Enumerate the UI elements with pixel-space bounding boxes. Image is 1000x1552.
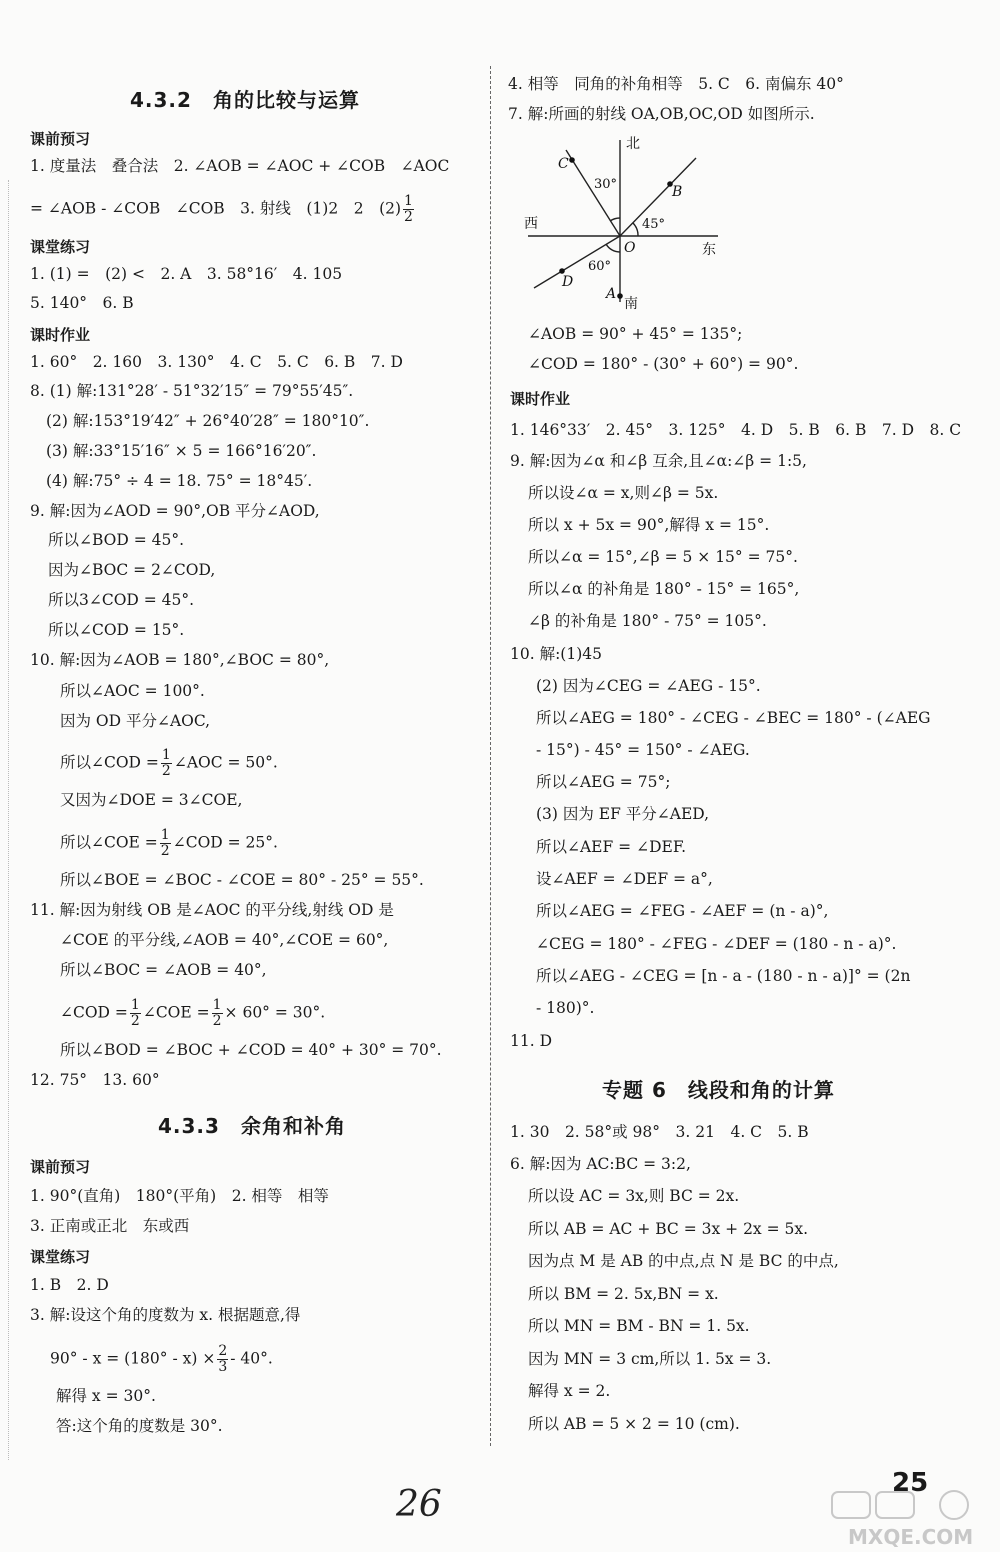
label-o: O: [624, 240, 636, 256]
label-south: 南: [624, 296, 638, 312]
direction-diagram: [520, 130, 740, 320]
equation-part-a: 90° - x = (180° - x) ×: [50, 1349, 216, 1368]
q10-line-6-b: ∠COD = 25°.: [172, 833, 278, 852]
homework-label-right: 课时作业: [510, 390, 571, 408]
fraction-one-half: [403, 194, 414, 225]
q11-line-4-a: ∠COD =: [60, 1003, 128, 1022]
arc-45: [633, 223, 638, 236]
r-hw-line: 所以∠AEG = 75°;: [536, 773, 671, 791]
class-practice-2-line-3: [50, 1344, 273, 1375]
watermark-logo: [828, 1490, 996, 1550]
fraction-denominator: 2: [130, 1013, 140, 1029]
r-hw-line: 所以设∠α = x,则∠β = 5x.: [528, 484, 719, 502]
fraction-one-half: [212, 998, 223, 1029]
r-hw-line: 所以∠AEF = ∠DEF.: [536, 838, 687, 856]
ray-oc: [566, 150, 620, 236]
sp-line: 所以 AB = AC + BC = 3x + 2x = 5x.: [528, 1220, 809, 1238]
r-hw-line: 所以∠AEG = 180° - ∠CEG - ∠BEC = 180° - (∠AEG: [536, 709, 931, 727]
q10-line-7: 所以∠BOE = ∠BOC - ∠COE = 80° - 25° = 55°.: [60, 871, 424, 889]
homework-label: 课时作业: [30, 326, 91, 344]
column-divider: [490, 66, 491, 1446]
sp-line: 所以 BM = 2. 5x,BN = x.: [528, 1285, 719, 1303]
equation-part-b: - 40°.: [230, 1349, 273, 1368]
hw-line: 9. 解:因为∠AOD = 90°,OB 平分∠AOD,: [30, 502, 320, 520]
hw-line: (3) 解:33°15′16″ × 5 = 166°16′20″.: [46, 442, 317, 460]
r-line-1: 4. 相等 同角的补角相等 5. C 6. 南偏东 40°: [508, 75, 844, 93]
pre-study-label: 课前预习: [30, 130, 91, 148]
handwritten-page-number: [392, 1478, 452, 1528]
watermark-text: MXQE.COM: [848, 1525, 974, 1549]
r-line-2: 7. 解:所画的射线 OA,OB,OC,OD 如图所示.: [508, 105, 815, 123]
fraction-denominator: 3: [218, 1359, 228, 1375]
pre-study-line-2: [30, 194, 416, 225]
sp-line: 所以设 AC = 3x,则 BC = 2x.: [528, 1187, 740, 1205]
hw-line: 所以3∠COD = 45°.: [48, 591, 195, 609]
pre-study-label-2: 课前预习: [30, 1158, 91, 1176]
hw-line: 所以∠COD = 15°.: [48, 621, 185, 639]
label-b: B: [672, 184, 683, 200]
page-number: 25: [892, 1468, 929, 1498]
q11-line-4-b: ∠COE =: [142, 1003, 210, 1022]
class-practice-label-2: 课堂练习: [30, 1248, 91, 1266]
q10-line-6-a: 所以∠COE =: [60, 833, 158, 852]
q11-line-3: 所以∠BOC = ∠AOB = 40°,: [60, 961, 267, 979]
handwritten-text: 26: [396, 1484, 442, 1525]
arc-60: [606, 244, 620, 252]
fraction-one-half: [161, 748, 172, 779]
r-line-3: ∠AOB = 90° + 45° = 135°;: [528, 325, 743, 343]
section-title-4-3-3: 4.3.3 余角和补角: [158, 1114, 346, 1138]
r-hw-line: (3) 因为 EF 平分∠AED,: [536, 805, 710, 823]
fraction-denominator: 2: [160, 843, 170, 859]
class-practice-2-line-4: 解得 x = 30°.: [56, 1387, 156, 1405]
sp-line: 所以 AB = 5 × 2 = 10 (cm).: [528, 1415, 740, 1433]
q11-line-4-c: × 60° = 30°.: [224, 1003, 326, 1022]
pre-study-2-line-2: 3. 正南或正北 东或西: [30, 1217, 190, 1235]
sp-line: 因为点 M 是 AB 的中点,点 N 是 BC 的中点,: [528, 1252, 839, 1270]
label-angle-45: 45°: [642, 217, 666, 232]
sp-line: 6. 解:因为 AC:BC = 3:2,: [510, 1155, 691, 1173]
r-hw-line: 所以∠α 的补角是 180° - 15° = 165°,: [528, 580, 800, 598]
label-east: 东: [702, 242, 716, 258]
arc-30: [610, 218, 620, 221]
q10-line-4-b: ∠AOC = 50°.: [173, 753, 278, 772]
point-c: [569, 157, 575, 163]
q10-line-4: [60, 748, 278, 779]
label-angle-30: 30°: [594, 177, 618, 192]
label-north: 北: [626, 136, 640, 152]
fraction-numerator: 2: [218, 1343, 228, 1359]
point-a: [617, 293, 623, 299]
r-hw-line: ∠β 的补角是 180° - 75° = 105°.: [528, 612, 767, 630]
q11-line-2: ∠COE 的平分线,∠AOB = 40°,∠COE = 60°,: [60, 931, 389, 949]
sp-line: 因为 MN = 3 cm,所以 1. 5x = 3.: [528, 1350, 772, 1368]
fraction-one-half: [160, 828, 171, 859]
class-practice-label: 课堂练习: [30, 238, 91, 256]
label-west: 西: [524, 216, 538, 232]
q10-line-5: 又因为∠DOE = 3∠COE,: [60, 791, 243, 809]
r-hw-line: (2) 因为∠CEG = ∠AEG - 15°.: [536, 677, 761, 695]
hw-line: 8. (1) 解:131°28′ - 51°32′15″ = 79°55′45″.: [30, 382, 354, 400]
r-hw-line: 所以∠α = 15°,∠β = 5 × 15° = 75°.: [528, 548, 798, 566]
r-hw-line: 10. 解:(1)45: [510, 645, 602, 663]
r-hw-line: - 180)°.: [536, 999, 595, 1017]
class-practice-2-line-2: 3. 解:设这个角的度数为 x. 根据题意,得: [30, 1306, 301, 1324]
fraction-denominator: 2: [404, 209, 413, 225]
r-hw-line: 所以∠AEG - ∠CEG = [n - a - (180 - n - a)]° = (2n: [536, 967, 911, 985]
sp-line: 所以 MN = BM - BN = 1. 5x.: [528, 1317, 750, 1335]
label-a: A: [606, 286, 617, 302]
q10-line-6: [60, 828, 278, 859]
hw-line: (2) 解:153°19′42″ + 26°40′28″ = 180°10″.: [46, 412, 370, 430]
r-hw-line: 所以 x + 5x = 90°,解得 x = 15°.: [528, 516, 770, 534]
label-angle-60: 60°: [588, 259, 612, 274]
class-practice-line-1: 1. (1) = (2) < 2. A 3. 58°16′ 4. 105: [30, 265, 343, 283]
r-hw-line: 所以∠AEG = ∠FEG - ∠AEF = (n - a)°,: [536, 902, 829, 920]
pre-study-2-line-1: 1. 90°(直角) 180°(平角) 2. 相等 相等: [30, 1187, 329, 1205]
q12-13-line: 12. 75° 13. 60°: [30, 1071, 160, 1089]
class-practice-2-line-1: 1. B 2. D: [30, 1276, 109, 1294]
hw-line: 所以∠BOD = 45°.: [48, 531, 185, 549]
pre-study-line-2-text: = ∠AOB - ∠COB ∠COB 3. 射线 (1)2 2 (2): [30, 199, 402, 218]
class-practice-2-line-5: 答:这个角的度数是 30°.: [56, 1417, 223, 1435]
section-title-topic-6: 专题 6 线段和角的计算: [602, 1078, 835, 1102]
hw-line: 因为∠BOC = 2∠COD,: [48, 561, 216, 579]
fraction-denominator: 2: [161, 763, 171, 779]
hw-line: (4) 解:75° ÷ 4 = 18. 75° = 18°45′.: [46, 472, 313, 490]
r-hw-line: ∠CEG = 180° - ∠FEG - ∠DEF = (180 - n - a)°.: [536, 935, 897, 953]
r-hw-line: 1. 146°33′ 2. 45° 3. 125° 4. D 5. B 6. B 7. D 8. C: [510, 421, 962, 439]
q10-line-4-a: 所以∠COD =: [60, 753, 159, 772]
q11-line-4: [60, 998, 325, 1029]
sp-line: 1. 30 2. 58°或 98° 3. 21 4. C 5. B: [510, 1123, 809, 1141]
r-hw-line: 设∠AEF = ∠DEF = a°,: [536, 870, 713, 888]
fraction-two-thirds: [217, 1344, 228, 1375]
section-title-4-3-2: 4.3.2 角的比较与运算: [130, 88, 360, 112]
hw-line: 1. 60° 2. 160 3. 130° 4. C 5. C 6. B 7. D: [30, 353, 403, 371]
q11-line-5: 所以∠BOD = ∠BOC + ∠COD = 40° + 30° = 70°.: [60, 1041, 442, 1059]
margin-dotted-line: [8, 180, 9, 1460]
fraction-numerator: 1: [404, 193, 413, 209]
r-hw-line: 11. D: [510, 1032, 553, 1050]
label-d: D: [562, 274, 574, 290]
q11-line-1: 11. 解:因为射线 OB 是∠AOC 的平分线,射线 OD 是: [30, 901, 394, 919]
r-line-4: ∠COD = 180° - (30° + 60°) = 90°.: [528, 355, 799, 373]
point-d: [559, 268, 565, 274]
fraction-numerator: 1: [130, 997, 140, 1013]
r-hw-line: - 15°) - 45° = 150° - ∠AEG.: [536, 741, 750, 759]
class-practice-line-2: 5. 140° 6. B: [30, 294, 134, 312]
fraction-numerator: 1: [212, 997, 222, 1013]
fraction-one-half: [130, 998, 141, 1029]
pre-study-line-1: 1. 度量法 叠合法 2. ∠AOB = ∠AOC + ∠COB ∠AOC: [30, 157, 450, 175]
fraction-numerator: 1: [160, 827, 170, 843]
label-c: C: [558, 156, 569, 172]
fraction-numerator: 1: [161, 747, 171, 763]
fraction-denominator: 2: [212, 1013, 222, 1029]
hw-line: 因为 OD 平分∠AOC,: [60, 712, 211, 730]
hw-line: 10. 解:因为∠AOB = 180°,∠BOC = 80°,: [30, 651, 330, 669]
hw-line: 所以∠AOC = 100°.: [60, 682, 205, 700]
sp-line: 解得 x = 2.: [528, 1382, 611, 1400]
r-hw-line: 9. 解:因为∠α 和∠β 互余,且∠α:∠β = 1:5,: [510, 452, 807, 470]
